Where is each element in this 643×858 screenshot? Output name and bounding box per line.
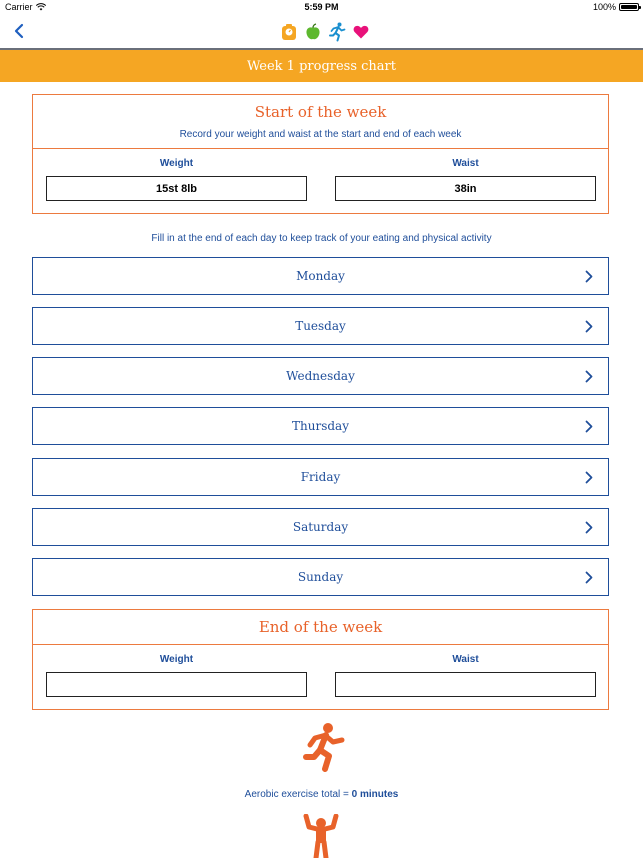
strength-exercise-icon bbox=[303, 814, 339, 858]
end-weight-label: Weight bbox=[159, 654, 194, 665]
day-label: Friday bbox=[300, 470, 341, 484]
battery-icon bbox=[619, 3, 639, 11]
start-waist-field[interactable]: 38in bbox=[335, 176, 596, 201]
end-of-week-title: End of the week bbox=[258, 618, 383, 636]
chevron-left-icon bbox=[14, 23, 24, 39]
back-button[interactable] bbox=[8, 20, 30, 42]
page-title-banner bbox=[0, 50, 643, 82]
weight-scale-icon[interactable] bbox=[280, 22, 298, 42]
chevron-right-icon bbox=[582, 319, 596, 333]
carrier-label: Carrier bbox=[5, 2, 33, 12]
end-waist-label: Waist bbox=[452, 654, 479, 665]
day-label: Wednesday bbox=[286, 369, 355, 383]
aerobic-label: Aerobic exercise total = bbox=[244, 789, 352, 800]
day-label: Tuesday bbox=[295, 319, 346, 333]
day-label: Saturday bbox=[292, 520, 349, 534]
chevron-right-icon bbox=[582, 269, 596, 283]
end-weight-field[interactable] bbox=[46, 672, 307, 697]
start-weight-label: Weight bbox=[159, 158, 194, 169]
start-of-week-header bbox=[33, 95, 608, 149]
day-row-friday[interactable] bbox=[32, 458, 609, 496]
day-label: Thursday bbox=[292, 419, 349, 433]
clock: 5:59 PM bbox=[304, 2, 339, 12]
day-row-wednesday[interactable] bbox=[32, 357, 609, 395]
day-row-monday[interactable] bbox=[32, 257, 609, 295]
end-of-week-header bbox=[33, 610, 608, 645]
day-label: Sunday bbox=[297, 570, 344, 584]
start-of-week-subtitle: Record your weight and waist at the start and end of each week bbox=[179, 129, 462, 140]
apple-icon[interactable] bbox=[304, 22, 322, 42]
status-bar bbox=[0, 0, 643, 14]
daily-instructions: Fill in at the end of each day to keep track of your eating and physical activity bbox=[151, 233, 492, 244]
battery-percent: 100% bbox=[592, 2, 616, 12]
chevron-right-icon bbox=[582, 419, 596, 433]
end-of-week-panel bbox=[32, 609, 609, 710]
battery-info bbox=[593, 2, 639, 12]
day-row-sunday[interactable] bbox=[32, 558, 609, 596]
chevron-right-icon bbox=[582, 369, 596, 383]
start-weight-field[interactable]: 15st 8lb bbox=[46, 176, 307, 201]
start-of-week-title: Start of the week bbox=[254, 103, 387, 121]
end-waist-field[interactable] bbox=[335, 672, 596, 697]
chevron-right-icon bbox=[582, 520, 596, 534]
nav-category-icons bbox=[280, 22, 370, 42]
start-of-week-panel bbox=[32, 94, 609, 214]
day-row-tuesday[interactable] bbox=[32, 307, 609, 345]
chevron-right-icon bbox=[582, 570, 596, 584]
day-row-saturday[interactable] bbox=[32, 508, 609, 546]
aerobic-exercise-total bbox=[0, 789, 643, 800]
day-row-thursday[interactable] bbox=[32, 407, 609, 445]
start-waist-label: Waist bbox=[452, 158, 479, 169]
aerobic-runner-icon bbox=[302, 722, 346, 772]
heart-icon[interactable] bbox=[352, 22, 370, 42]
aerobic-value: 0 minutes bbox=[351, 789, 399, 800]
runner-icon[interactable] bbox=[328, 22, 346, 42]
page-title: Week 1 progress chart bbox=[246, 58, 396, 74]
chevron-right-icon bbox=[582, 470, 596, 484]
day-label: Monday bbox=[296, 269, 345, 283]
nav-bar bbox=[0, 14, 643, 50]
